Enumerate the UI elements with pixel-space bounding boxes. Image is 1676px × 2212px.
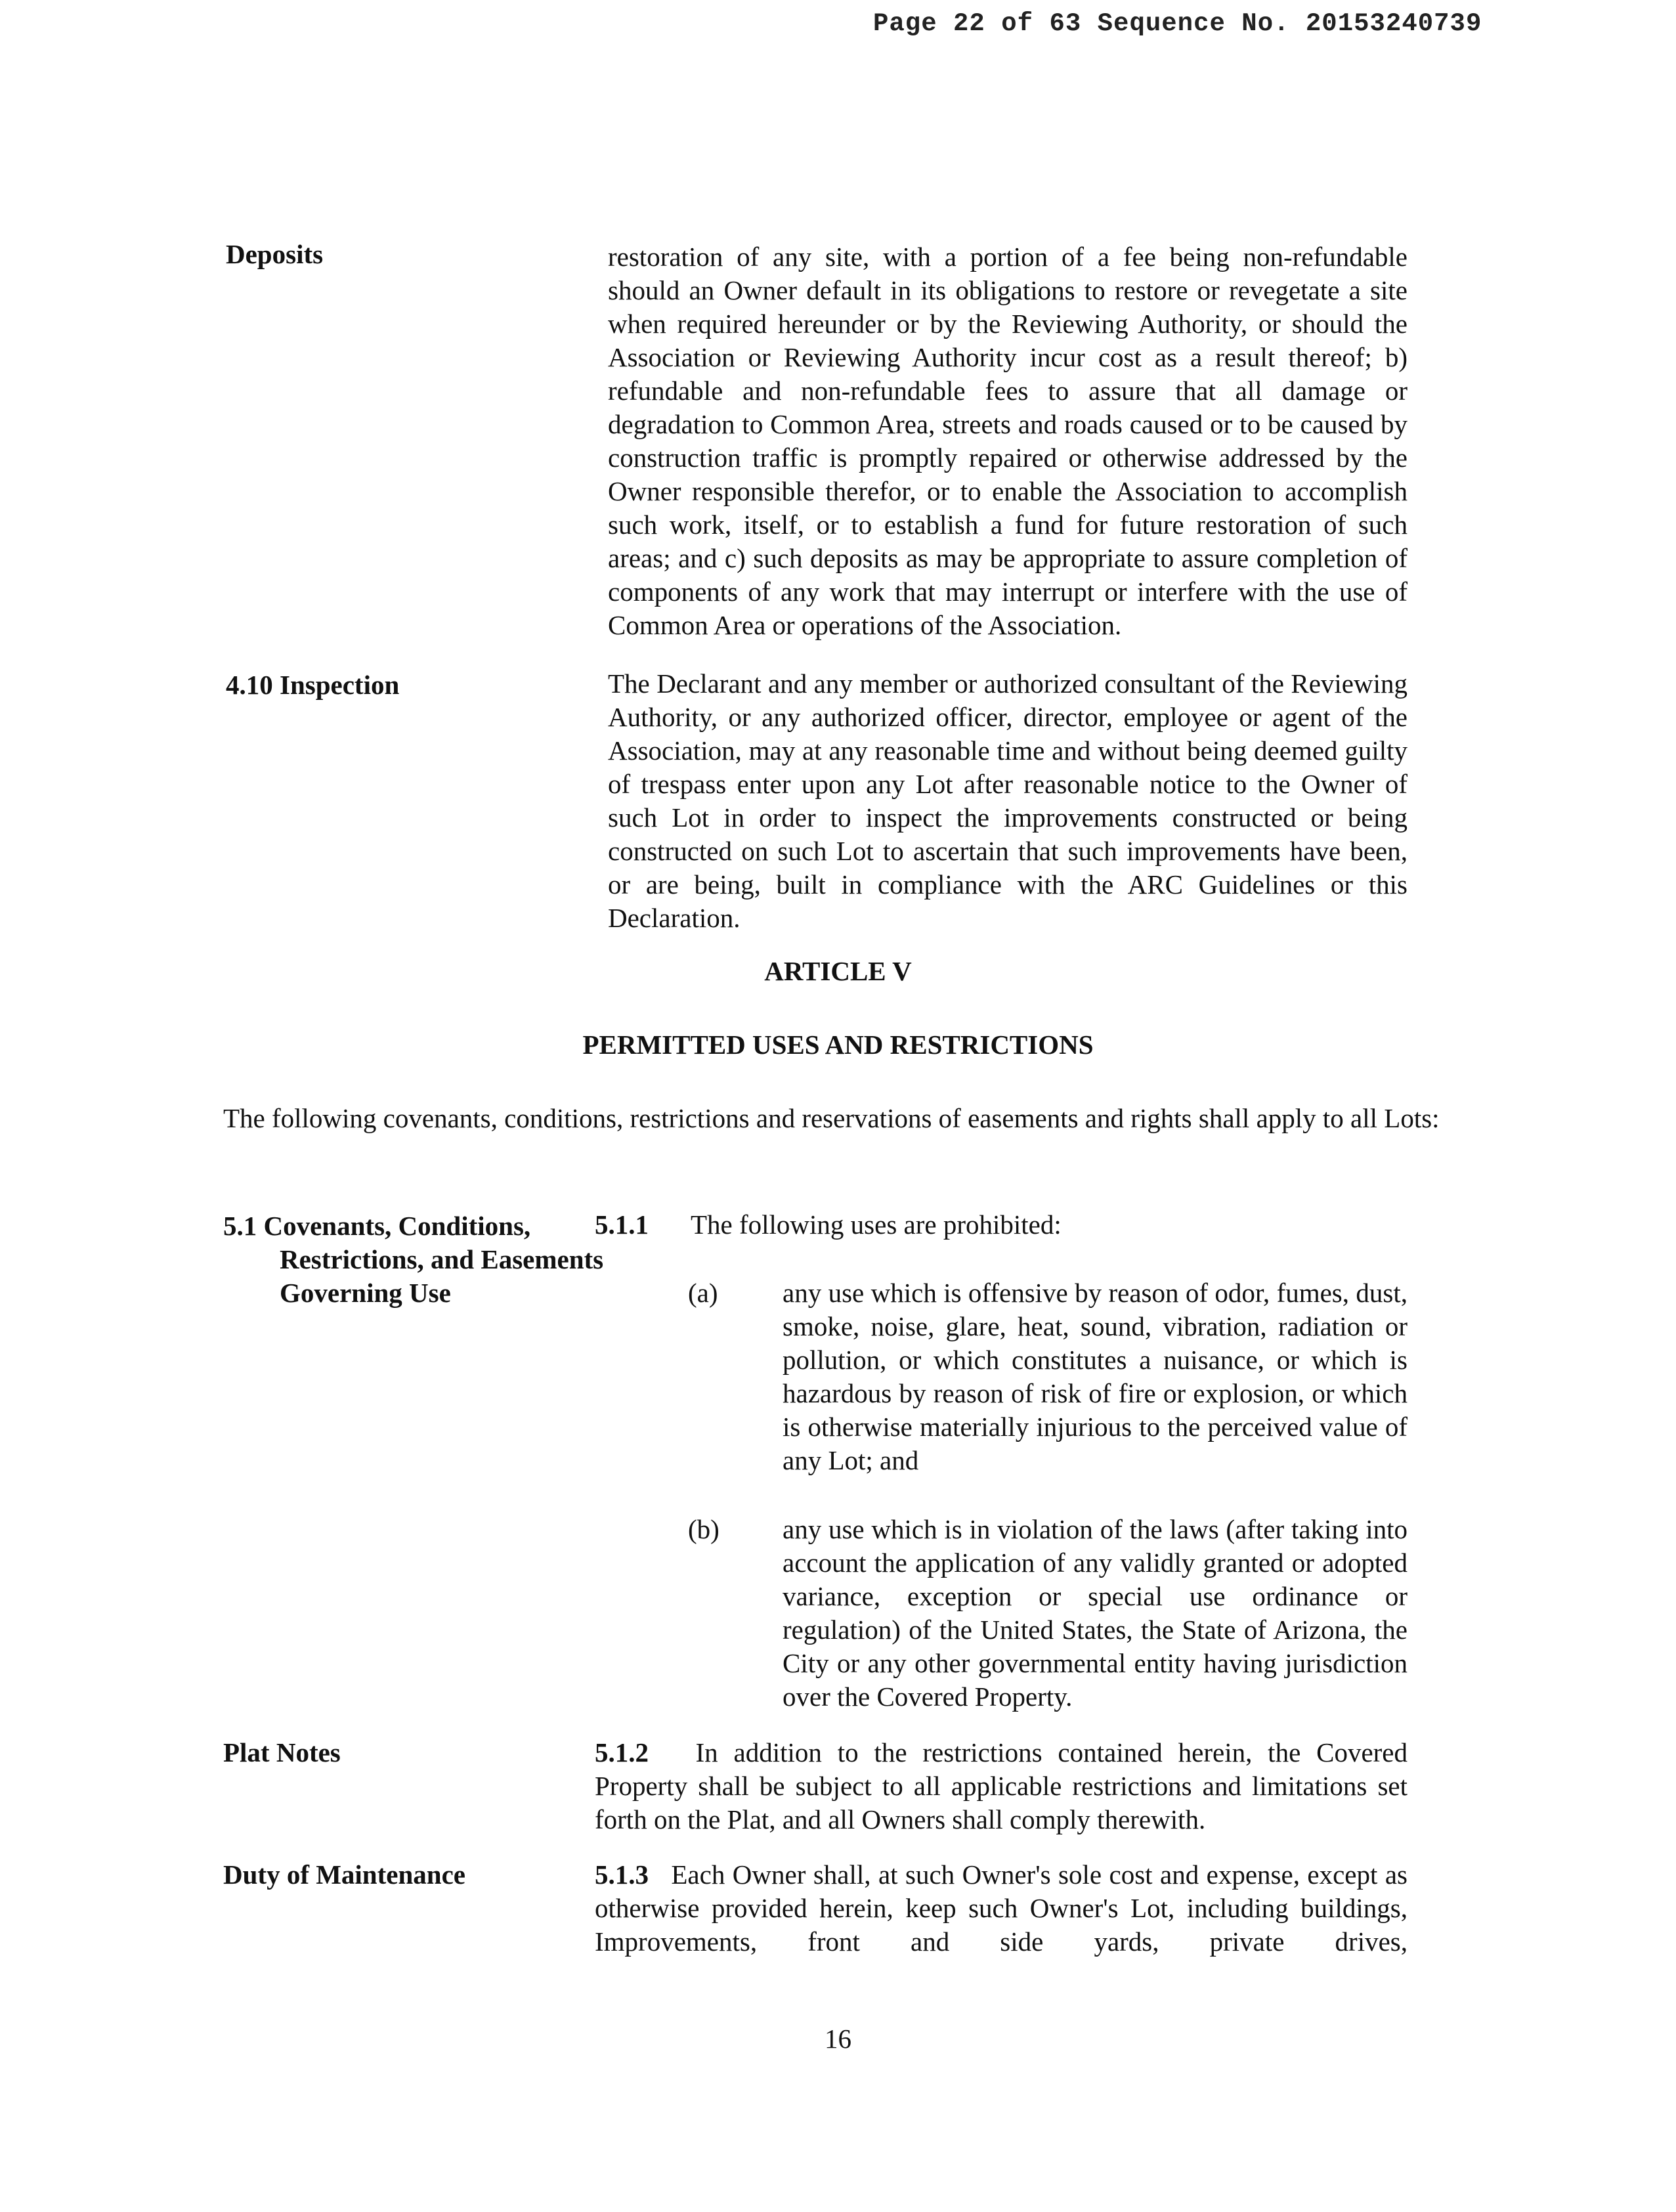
deposits-text: restoration of any site, with a portion of a fee being non-refundable should an Owner default in its obligations to restore or revegetate a site when required hereunder or by the Reviewing Authority, or should the Association or Reviewing Authority incur cost as a result thereof; b) refundable and non-refundable fees to assure that all damage or degradation to Common Area, streets and roads caused or to be caused by construction traffic is promptly repaired or otherwise addressed by the Owner responsible therefor, or to enable the Association to accomplish such work, itself, or to establish a fund for future restoration of such areas; and c) such deposits as may be appropriate to assure completion of components of any work that may interrupt or interfere with the use of Common Area or operations of the Association. bbox=[608, 242, 1407, 640]
maintenance-text: Each Owner shall, at such Owner's sole cost and expense, except as otherwise provided herein, keep such Owner's Lot, including buildings, Improvements, front and side yards, private drives, bbox=[595, 1859, 1408, 1957]
plat-notes-text: In addition to the restrictions contained herein, the Covered Property shall be subject to all applicable restrictions and limitations set forth on the Plat, and all Owners shall comply therewith. bbox=[595, 1737, 1408, 1834]
inspection-text: The Declarant and any member or authorized consultant of the Reviewing Authority, or any authorized officer, director, employee or agent of the Association, may at any reasonable time and without being deemed guilty of trespass enter upon any Lot after reasonable notice to the Owner of such Lot in order to inspect the improvements constructed or being constructed on such Lot to ascertain that such improvements have been, or are being, built in compliance with the ARC Guidelines or this Declaration. bbox=[608, 668, 1407, 933]
deposits-heading: Deposits bbox=[226, 239, 324, 269]
item-5-1-1-number: 5.1.1 bbox=[595, 1209, 649, 1240]
maintenance-paragraph bbox=[595, 1858, 1407, 1959]
inspection-heading: 4.10 Inspection bbox=[226, 670, 400, 700]
plat-notes-heading: Plat Notes bbox=[223, 1737, 341, 1767]
plat-notes-paragraph bbox=[595, 1736, 1407, 1836]
article-number: ARTICLE V bbox=[764, 956, 912, 986]
sub-item-a-label: (a) bbox=[688, 1278, 718, 1308]
article-intro: The following covenants, conditions, restrictions and reservations of easements and rights shall apply to all Lots: bbox=[223, 1103, 1440, 1133]
page-sequence-stamp: Page 22 of 63 Sequence No. 20153240739 bbox=[873, 9, 1482, 38]
page-number: 16 bbox=[825, 2024, 851, 2054]
covenants-heading: 5.1 Covenants, Conditions, Restrictions, and Easements Governing Use bbox=[223, 1211, 604, 1308]
maintenance-heading: Duty of Maintenance bbox=[223, 1859, 465, 1890]
plat-notes-number: 5.1.2 bbox=[595, 1737, 649, 1767]
sub-item-a-text: any use which is offensive by reason of odor, fumes, dust, smoke, noise, glare, heat, sound, vibration, radiation or pollution, or which constitutes a nuisance, or which is hazardous by reason of risk of fire or explosion, or which is otherwise materially injurious to the perceived value of any Lot; and bbox=[783, 1278, 1407, 1475]
item-5-1-1-text: The following uses are prohibited: bbox=[691, 1209, 1062, 1240]
sub-item-b-label: (b) bbox=[688, 1514, 720, 1544]
sub-item-b-text: any use which is in violation of the laws (after taking into account the application of any validly granted or adopted variance, exception or special use ordinance or regulation) of the United States, the State of Arizona, the City or any other governmental entity having jurisdiction over the Covered Property. bbox=[783, 1514, 1407, 1712]
article-title: PERMITTED USES AND RESTRICTIONS bbox=[582, 1030, 1094, 1060]
maintenance-number: 5.1.3 bbox=[595, 1859, 649, 1890]
